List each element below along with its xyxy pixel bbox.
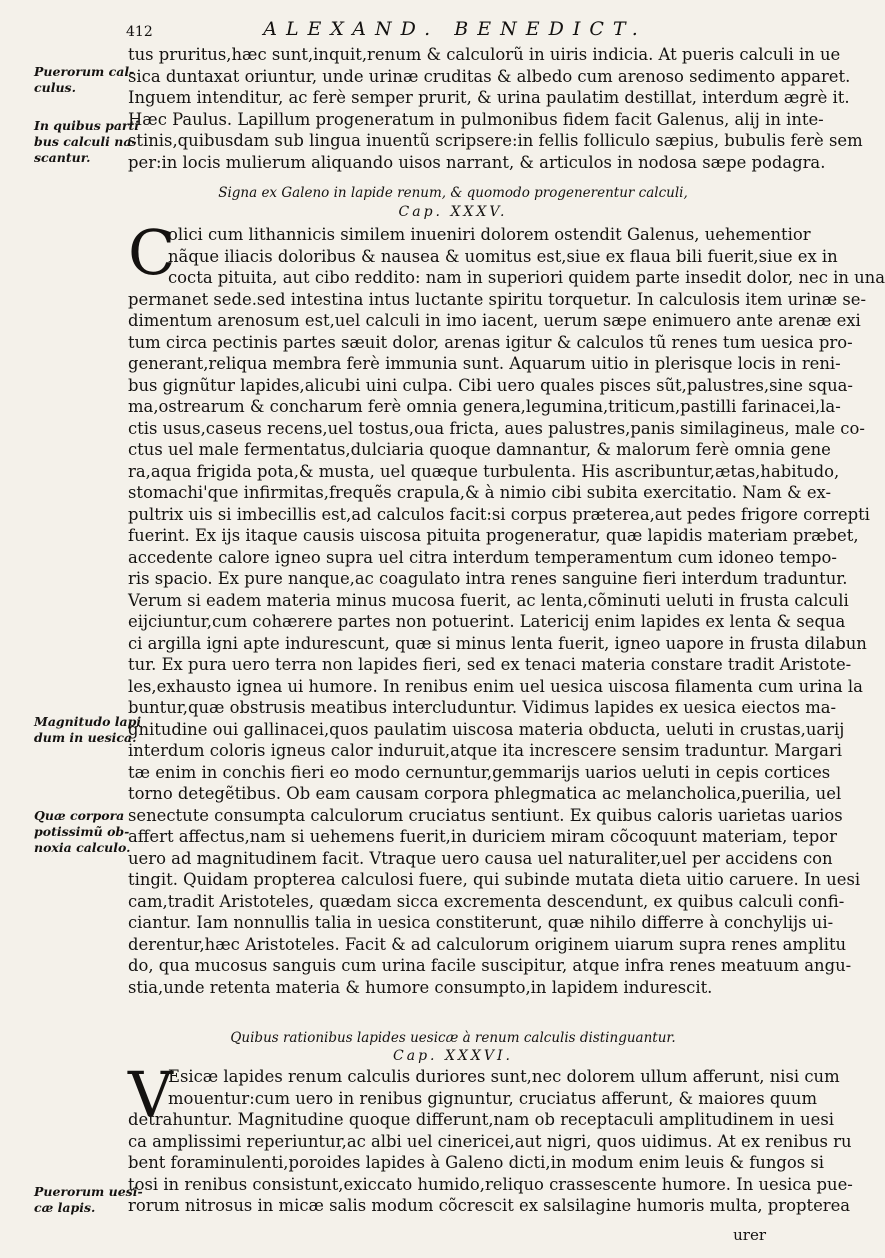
text-line: buntur,quæ obstrusis meatibus intercluduntur. Vidimus lapides ex uesica eiectos ma- <box>128 698 837 717</box>
chapter-36-dropcap: V <box>128 1058 173 1131</box>
text-line: mouentur:cum uero in renibus gignuntur, cruciatus afferunt, & maiores quum <box>168 1088 818 1108</box>
text-line: sica duntaxat oriuntur, unde urinæ cruditas & albedo cum arenoso sedimento apparet. <box>128 66 851 86</box>
text-line: nãque iliacis doloribus & nausea & uomitus est,siue ex flaua bili fuerit,siue ex in <box>168 246 838 266</box>
margin-note-line: Puerorum cal- <box>34 64 135 79</box>
catchword: urer <box>733 1226 766 1244</box>
chapter-36-body <box>128 1058 853 1217</box>
margin-note-line: noxia calculo. <box>34 840 131 855</box>
margin-note-line: In quibus parti <box>34 118 140 133</box>
margin-note-line: potissimũ ob- <box>34 824 130 839</box>
margin-note-magnitudo <box>34 714 142 746</box>
text-line: ra,aqua frigida pota,& musta, uel quæque turbulenta. His ascribuntur,ætas,habitudo, <box>128 461 840 481</box>
text-line: stia,unde retenta materia & humore consumpto,in lapidem indurescit. <box>128 977 713 997</box>
text-line: tosi in renibus consistunt,exiccato humido,reliquo crassescente humore. In uesica pue- <box>128 1174 853 1194</box>
text-line: tur. Ex pura uero terra non lapides fieri, sed ex tenaci materia constare tradit Aristote- <box>128 655 852 674</box>
text-line: ciantur. Iam nonnullis talia in uesica constiterunt, quæ nihilo differre à conchylijs ui- <box>128 913 834 932</box>
chapter-35-label: Cap. XXXV. <box>398 204 508 220</box>
chapter-36-title: Quibus rationibus lapides uesicæ à renum calculis distinguantur. <box>230 1030 676 1046</box>
text-line: uero ad magnitudinem facit. Vtraque uero causa uel naturaliter,uel per accidens con <box>128 848 833 868</box>
section-continuation <box>128 44 863 173</box>
text-line: tingit. Quidam propterea calculosi fuere, qui subinde mutata dieta uitio caruere. In uesi <box>128 870 861 889</box>
chapter-35-body <box>128 216 885 998</box>
text-line: bus gignũtur lapides,alicubi uini culpa. Cibi uero quales pisces sũt,palustres,sine squa- <box>128 375 853 395</box>
text-line: ctus uel male fermentatus,dulciaria quoque damnantur, & malorum ferè omnia gene <box>128 440 831 459</box>
text-line: Esicæ lapides renum calculis duriores sunt,nec dolorem ullum afferunt, nisi cum <box>168 1067 840 1086</box>
running-head: ALEXAND. BENEDICT. <box>263 18 647 40</box>
text-line: do, qua mucosus sanguis cum urina facile suscipitur, atque infra renes meatuum angu- <box>128 956 852 975</box>
margin-note-partes-calculi <box>34 118 140 166</box>
text-line: stomachi'que infirmitas,frequẽs crapula,& à nimio cibi subita exercitatio. Nam & ex- <box>128 483 832 502</box>
text-line: dimentum arenosum est,uel calculi in imo iacent, uerum sæpe enimuero ante arenæ exi <box>128 311 861 330</box>
text-line: cocta pituita, aut cibo reddito: nam in superiori quidem parte insedit dolor, nec in una <box>168 268 885 287</box>
margin-note-line: Quæ corpora <box>34 808 125 823</box>
chapter-35-dropcap: C <box>128 216 176 289</box>
text-line: Hæc Paulus. Lapillum progeneratum in pulmonibus fidem facit Galenus, alij in inte- <box>128 109 824 129</box>
text-line: accedente calore igneo supra uel citra interdum temperamentum cum idoneo tempo- <box>128 547 837 567</box>
text-line: senectute consumpta calculorum cruciatus sentiunt. Ex quibus caloris uarietas uarios <box>128 805 843 825</box>
text-line: ma,ostrearum & concharum ferè omnia genera,legumina,triticum,pastilli farinacei,la- <box>128 397 841 416</box>
text-line: detrahuntur. Magnitudine quoque differunt,nam ob receptaculi amplitudinem in uesi <box>128 1110 834 1129</box>
text-line: Inguem intenditur, ac ferè semper prurit, & urina paulatim destillat, interdum ægrè it. <box>128 88 850 107</box>
text-line: ci argilla igni apte indurescunt, quæ si minus lenta fuerit, igneo uapore in frusta dilabun <box>128 633 867 653</box>
margin-note-line: Magnitudo lapi <box>34 714 142 729</box>
margin-note-puerorum-uesicae <box>34 1184 143 1216</box>
text-line: pultrix uis si imbecillis est,ad calculos facit:si corpus præterea,aut pedes frigore correpti <box>128 504 870 524</box>
margin-note-line: cæ lapis. <box>34 1200 96 1215</box>
text-line: ca amplissimi reperiuntur,ac albi uel cinericei,aut nigri, quos uidimus. At ex renibus ru <box>128 1131 852 1151</box>
text-line: generant,reliqua membra ferè immunia sunt. Aquarum uitio in plerisque locis in reni- <box>128 354 841 373</box>
text-line: interdum coloris igneus calor induruit,atque ita increscere sensim traduntur. Margari <box>128 741 843 760</box>
margin-note-puerorum-calculus <box>34 64 135 96</box>
margin-note-line: bus calculi na- <box>34 134 137 149</box>
text-line: gnitudine oui gallinacei,quos paulatim uiscosa materia obducta, ueluti in crustas,uarij <box>128 719 845 739</box>
text-line: ctis usus,caseus recens,uel tostus,oua fricta, aues palustres,panis similagineus, male co- <box>128 418 865 438</box>
margin-note-corpora <box>34 808 131 856</box>
text-line: tum circa pectinis partes sæuit dolor, arenas igitur & calculos tũ renes tum uesica pro- <box>128 332 853 352</box>
text-line: torno detegẽtibus. Ob eam causam corpora phlegmatica ac melancholica,puerilia, uel <box>128 784 842 803</box>
text-line: permanet sede.sed intestina intus luctante spiritu torquetur. In calculosis item urinæ se- <box>128 289 867 309</box>
text-line: cam,tradit Aristoteles, quædam sicca excrementa descendunt, ex quibus calculi confi- <box>128 891 845 911</box>
text-line: derentur,hæc Aristoteles. Facit & ad calculorum originem uiarum supra renes amplitu <box>128 934 847 954</box>
text-line: stinis,quibusdam sub lingua inuentũ scripsere:in fellis folliculo sæpius, bubulis ferè sem <box>128 131 863 150</box>
chapter-36-label: Cap. XXXVI. <box>393 1048 513 1064</box>
margin-note-line: scantur. <box>34 150 91 165</box>
text-line: les,exhausto ignea ui humore. In renibus enim uel uesica uiscosa filamenta cum urina la <box>128 676 863 696</box>
text-line: tæ enim in conchis fieri eo modo cernuntur,gemmarijs uarios ueluti in cepis cortices <box>128 762 831 782</box>
text-line: bent foraminulenti,poroides lapides à Galeno dicti,in modum enim leuis & fungos si <box>128 1153 825 1172</box>
text-line: fuerint. Ex ijs itaque causis uiscosa pituita progeneratur, quæ lapidis materiam præbet, <box>128 526 859 545</box>
page-number: 412 <box>126 24 153 40</box>
text-line: rorum nitrosus in micæ salis modum cõcrescit ex salsilagine humoris multa, propterea <box>128 1196 851 1215</box>
text-line: tus pruritus,hæc sunt,inquit,renum & calculorũ in uiris indicia. At pueris calculi in ue <box>128 45 841 64</box>
text-line: olici cum lithannicis similem inueniri dolorem ostendit Galenus, uehementior <box>168 225 811 244</box>
text-line: Verum si eadem materia minus mucosa fuerit, ac lenta,cõminuti ueluti in frusta calculi <box>128 590 849 610</box>
chapter-35-title: Signa ex Galeno in lapide renum, & quomodo progenerentur calculi, <box>218 185 688 201</box>
page-header <box>0 16 800 44</box>
margin-note-line: culus. <box>34 80 76 95</box>
text-line: ris spacio. Ex pure nanque,ac coagulato intra renes sanguine fieri interdum traduntur. <box>128 569 848 588</box>
margin-note-line: Puerorum uesi- <box>34 1184 143 1199</box>
text-line: affert affectus,nam si uehemens fuerit,in duriciem miram cõcoquunt materiam, tepor <box>128 827 837 846</box>
margin-note-line: dum in uesica. <box>34 730 137 745</box>
text-line: eijciuntur,cum cohærere partes non potuerint. Latericij enim lapides ex lenta & sequa <box>128 612 846 631</box>
text-line: per:in locis mulierum aliquando uisos narrant, & articulos in nodosa sæpe podagra. <box>128 152 826 172</box>
